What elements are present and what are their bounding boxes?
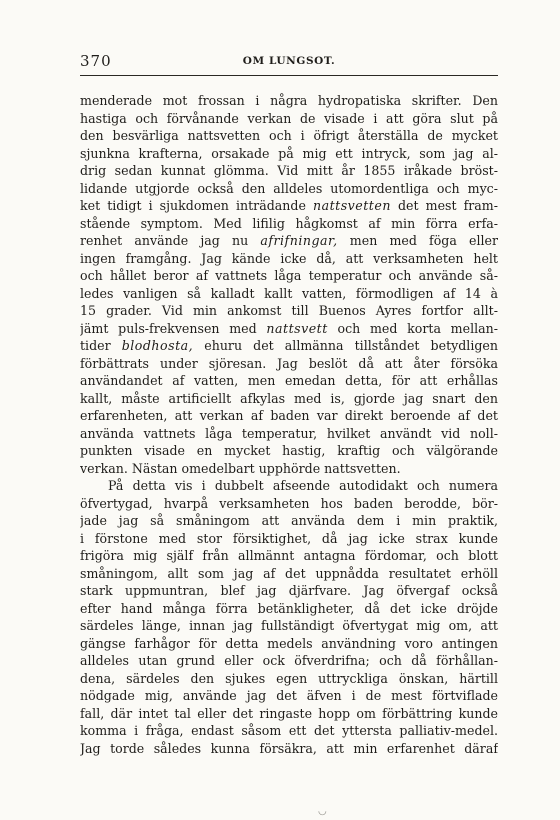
text-run: lidande utgjorde också den alldeles utomordentliga och myc-	[80, 180, 498, 196]
text-run: men med föga eller	[337, 233, 498, 248]
page-number: 370	[80, 52, 112, 70]
text-line	[80, 477, 498, 495]
emphasized-term: afrifningar,	[260, 233, 338, 248]
text-run: drig sedan kunnat glömma. Vid mitt år 1855 iråkade bröst-	[80, 163, 498, 178]
text-line	[80, 670, 498, 688]
text-run: hastiga och förvånande verkan de visade i att göra slut på	[80, 110, 498, 126]
text-run: förbättrats under sjöresan. Jag beslöt då att åter försöka	[80, 355, 498, 371]
text-run: öfvertygad, hvarpå verksamheten hos baden berodde, bör-	[80, 495, 498, 511]
text-run: sjunkna krafterna, orsakade på mig ett intryck, som jag al-	[80, 145, 498, 161]
text-run: stående symptom. Med lifilig hågkomst af min förra erfa-	[80, 215, 498, 231]
text-run: fall, där intet tal eller det ringaste hopp om förbättring kunde	[80, 705, 498, 721]
text-line	[80, 652, 498, 670]
text-run: i förstone med stor försiktighet, då jag icke strax kunde	[80, 530, 498, 546]
text-line	[80, 250, 498, 268]
emphasized-term: blodhosta,	[121, 338, 194, 353]
text-line	[80, 635, 498, 653]
text-run: punkten visade en mycket hastig, kraftig och välgörande	[80, 443, 498, 458]
text-run: 15 grader. Vid min ankomst till Buenos Ayres fortfor allt-	[80, 303, 498, 318]
text-line	[80, 302, 498, 320]
text-run: och med korta mellan-	[327, 320, 498, 336]
text-run: Jag torde således kunna försäkra, att min erfarenhet däraf	[80, 740, 498, 756]
text-run: erfarenheten, att verkan af baden var direkt beroende af det	[80, 408, 498, 423]
page-edge-mark: ◡	[318, 806, 327, 817]
running-header	[80, 52, 498, 74]
text-run: gängse farhågor för detta medels användning voro antingen	[80, 635, 498, 651]
text-line	[80, 442, 498, 460]
text-line	[80, 617, 498, 635]
text-run: jade jag så småningom att använda dem i min praktik,	[80, 513, 498, 528]
text-run: och hållet beror af vattnets låga temperatur och använde så-	[80, 268, 498, 283]
text-line	[80, 722, 498, 740]
text-line	[80, 267, 498, 285]
emphasized-term: nattsvett	[266, 320, 328, 336]
text-line	[80, 547, 498, 565]
text-line	[80, 512, 498, 530]
text-run: efter hand många förra betänkligheter, då det icke dröjde	[80, 600, 498, 616]
text-line	[80, 600, 498, 618]
text-line	[80, 407, 498, 425]
text-line	[80, 425, 498, 443]
text-run: komma i fråga, endast såsom ett det yttersta palliativ-medel.	[80, 723, 498, 738]
text-line	[80, 530, 498, 548]
text-run: verkan. Nästan omedelbart upphörde nattsvetten.	[80, 460, 401, 476]
text-run: kallt, måste artificiellt afkylas med is, gjorde jag snart den	[80, 390, 498, 406]
text-line	[80, 565, 498, 583]
text-line	[80, 110, 498, 128]
header-title: OM LUNGSOT.	[242, 55, 336, 67]
book-page	[80, 52, 498, 756]
emphasized-term: nattsvetten	[312, 198, 391, 213]
text-run: På detta vis i dubbelt afseende autodidakt och numera	[108, 478, 498, 493]
text-line	[80, 92, 498, 110]
text-line	[80, 127, 498, 145]
text-run: tider	[80, 338, 122, 353]
text-run: det mest fram-	[390, 198, 498, 213]
text-line	[80, 145, 498, 163]
text-line	[80, 460, 498, 478]
text-run: använda vattnets låga temperatur, hvilket användt vid noll-	[80, 425, 498, 441]
text-line	[80, 232, 498, 250]
text-line	[80, 372, 498, 390]
text-line	[80, 582, 498, 600]
text-line	[80, 180, 498, 198]
text-run: småningom, allt som jag af det uppnådda resultatet erhöll	[80, 565, 498, 581]
text-line	[80, 740, 498, 758]
header-rule	[80, 75, 498, 76]
text-run: särdeles länge, innan jag fullständigt öfvertygat mig om, att	[80, 618, 498, 633]
text-run: ket tidigt i sjukdomen inträdande	[80, 198, 313, 213]
text-line	[80, 337, 498, 355]
text-run: ledes vanligen så kalladt kallt vatten, förmodligen af 14 à	[80, 285, 498, 301]
text-line	[80, 390, 498, 408]
text-line	[80, 285, 498, 303]
text-line	[80, 320, 498, 338]
text-run: frigöra mig själf från allmännt antagna fördomar, och blott	[80, 548, 498, 563]
text-run: jämt puls-frekvensen med	[80, 320, 267, 336]
body-text	[80, 92, 498, 757]
paragraph	[80, 477, 498, 757]
text-run: nödgade mig, använde jag det äfven i de mest förtviflade	[80, 688, 498, 703]
text-run: alldeles utan grund eller ock öfverdrifna; och då förhållan-	[80, 653, 498, 668]
text-run: användandet af vatten, men emedan detta, för att erhållas	[80, 373, 498, 388]
paragraph	[80, 92, 498, 477]
text-run: ingen framgång. Jag kände icke då, att verksamheten helt	[80, 250, 498, 266]
text-run: stark uppmuntran, blef jag djärfvare. Jag öfvergaf också	[80, 583, 498, 598]
text-line	[80, 495, 498, 513]
text-line	[80, 215, 498, 233]
text-run: renhet använde jag nu	[80, 233, 261, 248]
text-line	[80, 162, 498, 180]
text-line	[80, 197, 498, 215]
text-run: den besvärliga nattsvetten och i öfrigt återställa de mycket	[80, 128, 498, 143]
text-line	[80, 705, 498, 723]
text-line	[80, 687, 498, 705]
text-run: menderade mot frossan i några hydropatiska skrifter. Den	[80, 93, 498, 108]
text-run: dena, särdeles den sjukes egen uttryckliga önskan, härtill	[80, 670, 498, 686]
text-line	[80, 355, 498, 373]
text-run: ehuru det allmänna tillståndet betydligen	[193, 338, 498, 353]
